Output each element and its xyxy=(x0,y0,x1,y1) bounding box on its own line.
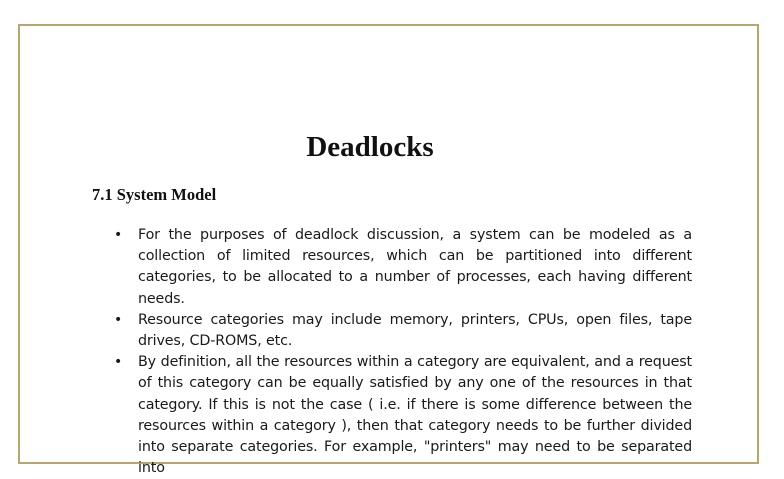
bullet-icon: • xyxy=(114,311,123,328)
bullet-icon: • xyxy=(114,354,123,371)
bullet-icon: • xyxy=(114,227,123,243)
document-title: Deadlocks xyxy=(306,131,434,163)
document-page xyxy=(18,24,759,477)
list-item-text: Resource categories may include memory, printers, CPUs, open files, tape drives, CD-ROMS, etc. xyxy=(138,311,692,350)
list-item-text: By definition, all the resources within a category are equivalent, and a request of this category can be equally satisfied by any one of the resources in that category. If this is not the case ( i.e. if there is some difference between the resources within a category ), then that category needs to be further divided into separate categories. For example, "printers" may need to be separated into xyxy=(138,354,692,477)
section-heading: 7.1 System Model xyxy=(92,185,217,204)
bullet-list xyxy=(112,225,692,479)
list-item xyxy=(112,352,692,479)
list-item-text: For the purposes of deadlock discussion, a system can be modeled as a collection of limited resources, which can be partitioned into different categories, to be allocated to a number of processes, each having different needs. xyxy=(138,227,692,307)
list-item xyxy=(112,310,692,352)
list-item xyxy=(112,225,692,310)
